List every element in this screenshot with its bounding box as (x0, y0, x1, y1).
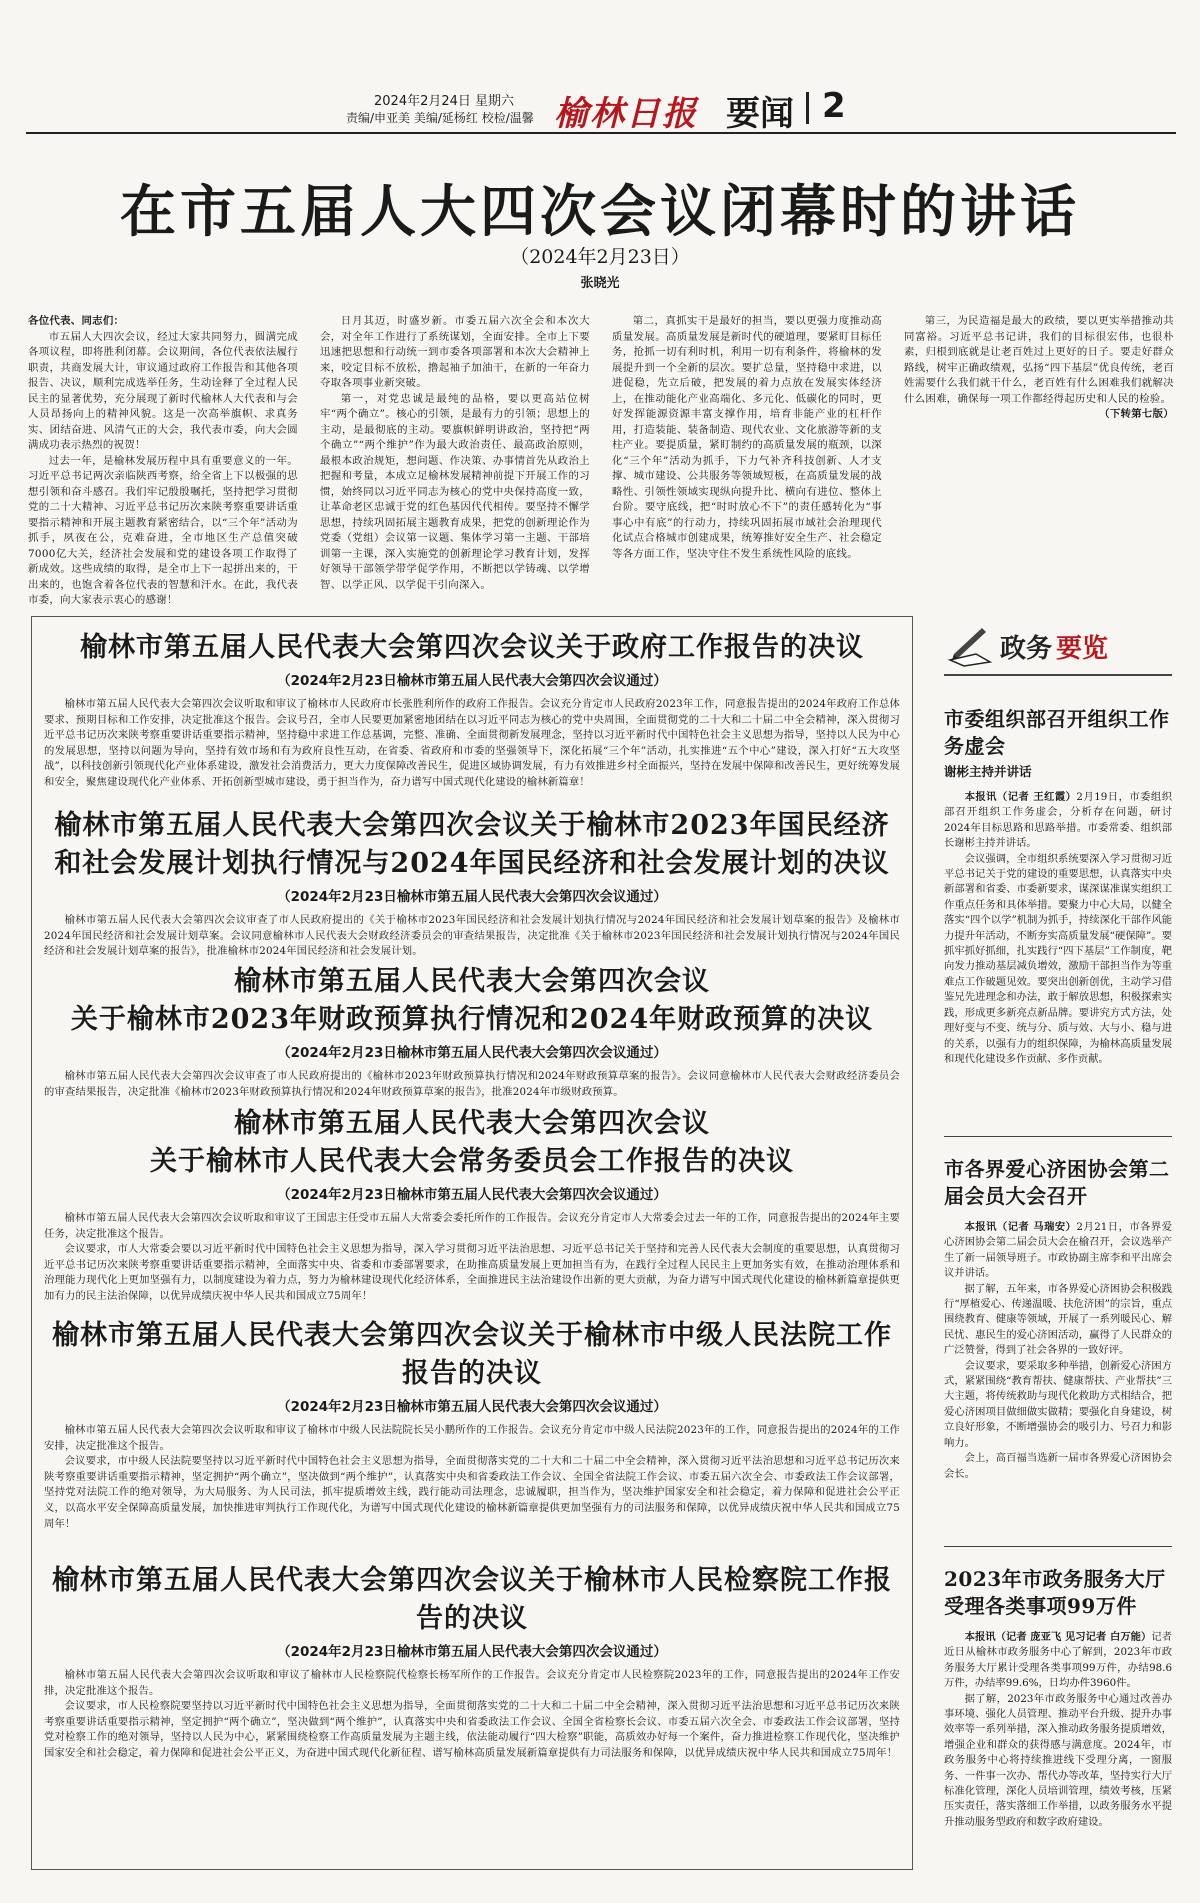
resolution-title: 榆林市第五届人民代表大会第四次会议 关于榆林市人民代表大会常务委员会工作报告的决议 (150, 1108, 794, 1177)
story-divider (944, 1546, 1172, 1547)
page-number: 2 (822, 86, 846, 126)
resolution-budget (44, 963, 900, 1100)
resolution-body (44, 913, 900, 960)
resolution-paragraph: 会议要求，市人民检察院要坚持以习近平新时代中国特色社会主义思想为指导，全面贯彻落实党的二十大和二十届二中全会精神，深入贯彻习近平法治思想和习近平总书记历次来陕考察重要讲话重要指示精神，坚定拥护“两个确立”，坚决做到“两个维护”，认真落实中央和省委政法工作会议、全国全省检察长会议、市委五届六次全会、市委政法工作会议部署，坚持党对检察工作的绝对领导，坚持以人民为中心，紧紧围绕检察工作高质量发展为主题主线，依法能动履行“四大检察”职能，高质效办好每一个案件，奋力推进检察工作现代化，坚决维护国家安全和社会稳定，着力保障和促进社会公平正义，为奋进中国式现代化新征程、谱写榆林高质量发展新篇章提供有力司法服务和保障，以优异成绩庆祝中华人民共和国成立75周年！ (44, 1700, 900, 1759)
masthead (26, 84, 1176, 134)
story-body (944, 790, 1172, 1067)
resolution-paragraph: 会议要求，市人大常委会要以习近平新时代中国特色社会主义思想为指导，深入学习贯彻习近平法治思想、习近平总书记关于坚持和完善人民代表大会制度的重要思想，认真贯彻习近平总书记历次来陕考察重要讲话重要指示精神，全面落实中央、省委和市委部署要求，在助推高质量发展上更加担当有为，在践行全过程人民民主上更加务实有效，在推动治理体系和治理能力现代化上更加坚强有力，以制度建设为着力点，努力为榆林建设现代化经济体系，全面推进民主法治建设作出新的更大贡献，为奋力谱写中国式现代化建设的榆林新篇章提供更加有力的民主法治保障，以优异成绩庆祝中华人民共和国成立75周年！ (44, 1243, 900, 1302)
resolution-paragraph: 榆林市第五届人民代表大会第四次会议审查了市人民政府提出的《榆林市2023年财政预算执行情况和2024年财政预算草案的报告》。会议同意榆林市人民代表大会财政经济委员会的审查结果报告，决定批准《榆林市2023年财政预算执行情况和2024年财政预算草案的报告》，批准2024年市级财政预算。 (44, 1070, 900, 1098)
speech-paragraph: 第三，为民造福是最大的政绩，要以更实举措推动共同富裕。习近平总书记讲，我们的目标很宏伟，也很朴素，归根到底就是让老百姓过上更好的日子。要走好群众路线，树牢正确政绩观，弘扬“四下基层”优良传统，老百姓需要什么我们就干什么，老百姓有什么困难我们就解决什么困难，确保每一项工作都经得起历史和人民的检验。 (904, 315, 1174, 405)
speech-paragraph: 过去一年，是榆林发展历程中具有重要意义的一年。习近平总书记两次亲临陕西考察，给全省上下以极强的思想引领和奋斗感召。我们牢记殷殷嘱托，坚持把学习贯彻党的二十大精神、习近平总书记历次来陕考察重要讲话重要指示精神和开展主题教育紧密结合，以“三个年”活动为抓手，夙夜在公，克难奋进，全市地区生产总值突破7000亿大关，经济社会发展和党的建设各项工作取得了新成效。这些成绩的取得，是全市上下一起拼出来的，干出来的，也饱含着各位代表的智慧和汗水。在此，我代表市委，向大家表示衷心的感谢！ (28, 454, 298, 606)
resolution-paragraph: 会议要求，市中级人民法院要坚持以习近平新时代中国特色社会主义思想为指导，全面贯彻落实党的二十大和二十届二中全会精神，深入贯彻习近平法治思想和习近平总书记历次来陕考察重要讲话重要指示精神，坚定拥护“两个确立”，坚决做到“两个维护”，认真落实中央和省委政法工作会议、全国全省法院工作会议、市委五届六次全会、市委政法工作会议部署，坚持党对法院工作的绝对领导，为大局服务、为人民司法，抓牢提质增效主线，践行能动司法理念，忠诚履职，担当作为，坚决维护国家安全和社会稳定，着力保障和促进社会公平正义，以高水平安全保障高质量发展，加快推进审判执行工作现代化，为谱写中国式现代化建设的榆林新篇章提供更加坚强有力的司法服务和保障，以优异成绩庆祝中华人民共和国成立75周年！ (44, 1455, 900, 1530)
continued-note: （下转第七版） (1099, 408, 1174, 420)
resolution-government-report (44, 629, 900, 791)
story-paragraph: 据了解，2023年市政务服务中心通过改善办事环境、强化人员管理、推动平台升级、提升办事效率等一系列举措，深入推动政务服务提质增效，增强企业和群众的获得感与满意度。2024年，市政务服务中心将持续推进线下受理分离，一窗服务、一件事一次办、帮代办等改革，坚持实行大厅标准化管理，深化人员培训管理，绩效考核，压紧压实责任，落实落细工作举措，以政务服务水平提升推动服务型政府和数字政府建设。 (944, 1692, 1172, 1828)
sidebar-story (944, 706, 1172, 1067)
banner-text-red: 要览 (1056, 634, 1109, 664)
resolution-body (44, 1211, 900, 1305)
resolution-subtitle: （2024年2月23日榆林市第五届人民代表大会第四次会议通过） (277, 1045, 667, 1061)
story-paragraph: 本报讯（记者 马瑞安）2月21日，市各界爱心济困协会第二届会员大会在榆召开，会议选举产生了新一届领导班子。市政协副主席李和平出席会议并讲话。 (944, 1221, 1172, 1280)
pen-paper-icon (946, 624, 994, 668)
editor-credits: 责编/申亚美 美编/延杨红 校检/温馨 (346, 111, 534, 125)
story-paragraph: 会上，高百福当选新一届市各界爱心济困协会会长。 (944, 1452, 1172, 1480)
speech-paragraph: 市五届人大四次会议，经过大家共同努力，圆满完成各项议程，即将胜利闭幕。会议期间，各位代表依法履行职责，共商发展大计，审议通过政府工作报告和其他各项报告、决议，顺利完成选举任务，生动诠释了全过程人民民主的显著优势，充分展现了新时代榆林人大代表和与会人员昂扬向上的精神风貌。这是一次高举旗帜、求真务实、团结奋进、风清气正的大会，我代表市委，向大会圆满成功表示热烈的祝贺！ (28, 330, 298, 451)
resolution-title: 榆林市第五届人民代表大会第四次会议关于榆林市人民检察院工作报告的决议 (52, 1565, 892, 1634)
story-paragraph: 本报讯（记者 庞亚飞 见习记者 白万能）记者近日从榆林市政务服务中心了解到，2023年市政务服务大厅累计受理各类事项99万件，办结98.6万件，办结率99.6%，日均办件3960件。 (944, 1631, 1173, 1690)
resolution-procuratorate (44, 1562, 900, 1762)
story-body (944, 1220, 1172, 1482)
speech-paragraph: 第二，真抓实干是最好的担当，要以更强力度推动高质量发展。高质量发展是新时代的硬道理，要紧盯目标任务，抢抓一切有利时机，利用一切有利条件，将榆林的发展提升到一个全新的层次。要扩总量，坚持稳中求进，以进促稳，先立后破，把发展的着力点放在发展实体经济上，在推动能化产业高端化、多元化、低碳化的同时，更好发挥能源资源丰富支撑作用，培育非能产业的杠杆作用，打造装能、装备制造、现代农业、文化旅游等新的支柱产业。要提质量，紧盯制约的高质量发展的瓶颈，以深化“三个年”活动为抓手，下力气补齐科技创新、人才支撑、城市建设、公共服务等领域短板，在高质量发展的战略性、引领性领域实现纵向提升比、横向有进位、整体上台阶。要守底线，把“时时放心不下”的责任感转化为“事事心中有底”的行动力，持续巩固拓展市域社会治理现代化试点合格城市创建成果，统筹推好安全生产、社会稳定等各方面工作，坚决守住不发生系统性风险的底线。 (612, 315, 882, 560)
news-brief-sidebar (944, 616, 1172, 1870)
banner-text-black: 政务 (1000, 634, 1053, 664)
speech-column (612, 314, 882, 592)
resolution-subtitle: （2024年2月23日榆林市第五届人民代表大会第四次会议通过） (277, 1644, 667, 1660)
issue-date: 2024年2月24日 星期六 (374, 94, 515, 109)
sidebar-story (944, 1156, 1172, 1482)
resolution-subtitle: （2024年2月23日榆林市第五届人民代表大会第四次会议通过） (277, 889, 667, 905)
story-body (944, 1630, 1172, 1830)
speech-author: 张晓光 (580, 276, 620, 291)
newspaper-logo: 榆林日报 (554, 94, 698, 134)
masthead-divider (806, 92, 809, 124)
resolution-title: 榆林市第五届人民代表大会第四次会议关于榆林市中级人民法院工作报告的决议 (52, 1320, 892, 1389)
resolution-paragraph: 榆林市第五届人民代表大会第四次会议听取和审议了王国忠主任受市五届人大常委会委托所作的工作报告。会议充分肯定市人大常委会过去一年的工作，同意报告提出的2024年主要任务，决定批准这个报告。 (44, 1212, 900, 1240)
resolution-body (44, 697, 900, 791)
speech-headline: 在市五届人大四次会议闭幕时的讲话 (120, 180, 1080, 245)
story-byline: 本报讯（记者 马瑞安） (964, 1221, 1077, 1233)
story-paragraph: 据了解，五年来，市各界爱心济困协会积极践行“厚植爱心、传递温暖、扶危济困”的宗旨，重点围绕教育、健康等领域，开展了一系列暖民心、解民忧、惠民生的爱心济困活动，赢得了人民群众的广泛赞誉，得到了社会各界的一致好评。 (944, 1282, 1172, 1357)
speech-body (28, 314, 1174, 606)
story-title: 市委组织部召开组织工作务虚会 (944, 707, 1170, 758)
story-paragraph: 本报讯（记者 王红霞）2月19日，市委组织部召开组织工作务虚会，分析存在问题，研讨2024年目标思路和思路举措。市委常委、组织部长谢彬主持并讲话。 (944, 791, 1172, 850)
story-paragraph: 会议要求，要采取多种举措，创新爱心济困方式，紧紧围绕“教育帮扶、健康帮扶、产业帮扶”三大主题，将传统救助与现代化救助方式相结合，把爱心济困项目做细做实做精；要强化自身建设，树立良好形象，不断增强协会的吸引力、号召力和影响力。 (944, 1359, 1172, 1449)
resolution-standing-committee (44, 1105, 900, 1305)
story-subtitle: 谢彬主持并讲话 (944, 764, 1032, 779)
resolution-subtitle: （2024年2月23日榆林市第五届人民代表大会第四次会议通过） (277, 1399, 667, 1415)
sidebar-banner (944, 618, 1172, 676)
speech-column (320, 314, 590, 592)
resolution-subtitle: （2024年2月23日榆林市第五届人民代表大会第四次会议通过） (277, 673, 667, 689)
sidebar-story (944, 1566, 1172, 1830)
resolution-paragraph: 榆林市第五届人民代表大会第四次会议听取和审议了榆林市中级人民法院院长吴小鹏所作的工作报告。会议充分肯定市中级人民法院2023年的工作，同意报告提出的2024年的工作安排，决定批准这个报告。 (44, 1424, 900, 1452)
story-byline: 本报讯（记者 王红霞） (964, 791, 1077, 803)
speech-paragraph: 日月其迈，时盛岁新。市委五届六次全会和本次大会，对全年工作进行了系统谋划，全面安排。全市上下要迅速把思想和行动统一到市委各项部署和本次大会精神上来，咬定目标不放松，撸起袖子加油干，在新的一年奋力夺取各项事业新突破。 (320, 315, 590, 389)
resolution-paragraph: 榆林市第五届人民代表大会第四次会议听取和审议了榆林市人民检察院代检察长杨军所作的工作报告。会议充分肯定市人民检察院2023年的工作，同意报告提出的2024年工作安排，决定批准这个报告。 (44, 1669, 900, 1697)
speech-paragraph: 第一，对党忠诚是最纯的品格，要以更高站位树牢“两个确立”。核心的引领，是最有力的引领；思想上的主动，是最彻底的主动。要旗帜鲜明讲政治，坚持把“两个确立”“两个维护”作为最大政治责任、最高政治原则，最根本政治规矩，想问题、作决策、办事情首先从政治上把握和考量，本成立足榆林发展精神前提下开展工作的习惯，始终同以习近平同志为核心的党中央保持高度一致，让革命老区忠诚于党的红色基因代代相传。要坚持不懈学思想，持续巩固拓展主题教育成果，把党的创新理论作为党委（党组）会议第一议题、集体学习第一主题、干部培训第一主课，深入实施党的创新理论学习教育计划，发挥好领导干部领学带学促学作用，不断把以学铸魂、以学增智、以学正风、以学促干引向深入。 (320, 392, 590, 591)
story-title: 2023年市政务服务大厅受理各类事项99万件 (944, 1567, 1166, 1618)
story-byline: 本报讯（记者 庞亚飞 见习记者 白万能） (964, 1631, 1152, 1643)
resolution-title: 榆林市第五届人民代表大会第四次会议关于政府工作报告的决议 (80, 632, 864, 663)
resolution-subtitle: （2024年2月23日榆林市第五届人民代表大会第四次会议通过） (277, 1187, 667, 1203)
resolution-economic-plan (44, 807, 900, 960)
resolution-title: 榆林市第五届人民代表大会第四次会议 关于榆林市2023年财政预算执行情况和2024年财政预算的决议 (70, 966, 874, 1035)
resolution-title: 榆林市第五届人民代表大会第四次会议关于榆林市2023年国民经济 和社会发展计划执行情况与2024年国民经济和社会发展计划的决议 (54, 810, 890, 879)
story-divider (944, 1136, 1172, 1137)
resolution-body (44, 1668, 900, 1762)
resolution-intermediate-court (44, 1317, 900, 1532)
speech-salutation: 各位代表、同志们： (28, 315, 125, 327)
speech-date: （2024年2月23日） (510, 246, 690, 268)
resolution-body (44, 1423, 900, 1532)
resolution-body (44, 1069, 900, 1100)
speech-column (28, 314, 298, 606)
resolution-paragraph: 榆林市第五届人民代表大会第四次会议审查了市人民政府提出的《关于榆林市2023年国民经济和社会发展计划执行情况与2024年国民经济和社会发展计划草案的报告》及榆林市2024年国民经济和社会发展计划草案。会议同意榆林市人民代表大会财政经济委员会的审查结果报告，决定批准《关于榆林市2023年国民经济和社会发展计划执行情况与2024年国民经济和社会发展计划草案的报告》，批准榆林市2024年国民经济和社会发展计划。 (44, 914, 900, 958)
resolution-paragraph: 榆林市第五届人民代表大会第四次会议听取和审议了榆林市人民政府市长张胜利所作的政府工作报告。会议充分肯定市人民政府2023年工作，同意报告提出的2024年政府工作总体要求、预期目标和工作安排，决定批准这个报告。会议号召，全市人民要更加紧密地团结在以习近平同志为核心的党中央周围，全面贯彻党的二十大和二十届二中全会精神，深入贯彻习近平总书记历次来陕考察重要讲话重要指示精神，坚持稳中求进工作总基调，完整、准确、全面贯彻新发展理念，坚持以习近平新时代中国特色社会主义思想为指导，坚持以人民为中心的发展思想，坚持以问题为导向，坚持有效市场和有为政府良性互动，在省委、省政府和市委的坚强领导下，深化拓展“三个年”活动，扎实推进“五个中心”建设，深入打好“五大攻坚战”，以科技创新引领现代化产业体系建设，激发社会消费活力，更大力度保障改善民生，促进区域协调发展，有力有效推进乡村全面振兴，坚持在发展中保障和改善民生，更好统筹发展和安全，聚焦建设现代化产业体系、开拓创新型城市建设，勇于担当作为，奋力谱写中国式现代化建设的榆林新篇章！ (44, 698, 900, 788)
speech-column (904, 314, 1174, 592)
story-title: 市各界爱心济困协会第二届会员大会召开 (944, 1157, 1170, 1208)
story-paragraph: 会议强调，全市组织系统要深入学习贯彻习近平总书记关于党的建设的重要思想，认真落实中央新部署和省委、市委新要求，谋深谋准谋实组织工作重点任务和具体举措。要聚力中心大局，以健全落实“四个以学”机制为抓手，持续深化干部作风能力提升年活动，不断夯实高质量发展“硬保障”。要抓牢抓好抓细，扎实践行“四下基层”工作制度，靶向发力推动基层减负增效，激励干部担当作为等重难点工作破题见效。要突出创新创优，主动学习借鉴兄先进理念和办法，敢于解放思想，积极探索实践，形成更多新亮点新品牌。要讲究方式方法，处理好变与不变、统与分、质与效、大与小、稳与进的关系，以强有力的组织保障，为榆林高质量发展和现代化建设多作贡献、多作贡献。 (944, 852, 1172, 1065)
section-name: 要闻 (726, 94, 794, 134)
resolutions-box (31, 616, 913, 1870)
